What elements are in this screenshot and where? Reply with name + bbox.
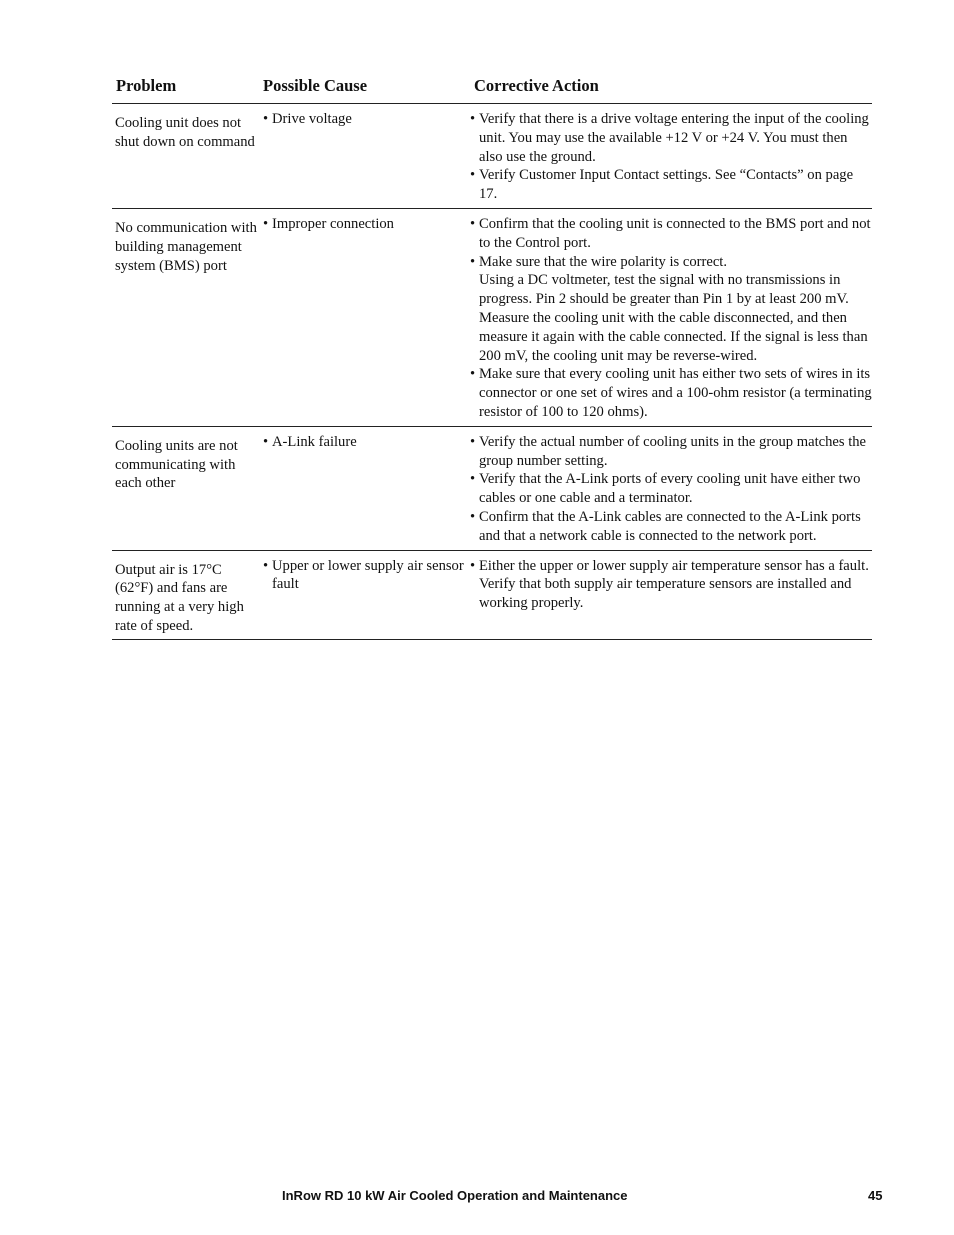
- action-cell: [468, 104, 872, 208]
- action-item: • Confirm that the A-Link cables are connected to the A-Link ports and that a network cable is connected to the network port.: [470, 508, 872, 546]
- troubleshooting-table: [112, 74, 872, 640]
- footer-title: InRow RD 10 kW Air Cooled Operation and Maintenance: [282, 1188, 628, 1203]
- table-row: [112, 104, 872, 209]
- problem-cell: No communication with building management system (BMS) port: [115, 219, 257, 274]
- problem-cell: Cooling unit does not shut down on command: [115, 115, 255, 150]
- cause-item: • A-Link failure: [263, 433, 468, 452]
- action-continuation: Using a DC voltmeter, test the signal with no transmissions in progress. Pin 2 should be greater than Pin 1 by at least 200 mV. Measure the cooling unit with the cable disconnected, and then measure it again with the cable connected. If the signal is less than 200 mV, the cooling unit may be reverse-wired.: [479, 272, 868, 364]
- cause-cell: [261, 104, 468, 208]
- header-problem: Problem: [116, 76, 177, 95]
- action-item: • Verify the actual number of cooling units in the group matches the group number setting.: [470, 433, 872, 471]
- cause-cell: [261, 209, 468, 426]
- action-item: • Make sure that every cooling unit has either two sets of wires in its connector or one set of wires and a 100-ohm resistor (a terminating resistor of 100 to 120 ohms).: [470, 365, 872, 421]
- table-header: [112, 74, 872, 104]
- action-cell: [468, 551, 872, 639]
- problem-cell: Cooling units are not communicating with each other: [115, 437, 238, 492]
- cause-item: • Improper connection: [263, 215, 468, 234]
- page-number: 45: [868, 1188, 883, 1203]
- action-item: • Verify Customer Input Contact settings. See “Contacts” on page 17.: [470, 166, 872, 204]
- action-cell: [468, 209, 872, 426]
- problem-cell: Output air is 17°C (62°F) and fans are running at a very high rate of speed.: [115, 561, 244, 634]
- header-corrective-action: Corrective Action: [474, 76, 599, 95]
- header-possible-cause: Possible Cause: [263, 76, 368, 95]
- table-row: [112, 551, 872, 640]
- action-item: • Verify that there is a drive voltage entering the input of the cooling unit. You may use the available +12 V or +24 V. You must then also use the ground.: [470, 110, 872, 166]
- action-item: • Make sure that the wire polarity is correct.: [470, 253, 872, 272]
- cause-item: • Upper or lower supply air sensor fault: [263, 557, 468, 595]
- action-cell: [468, 427, 872, 550]
- table-row: [112, 427, 872, 551]
- cause-cell: [261, 551, 468, 639]
- cause-cell: [261, 427, 468, 550]
- action-item: • Either the upper or lower supply air temperature sensor has a fault. Verify that both supply air temperature sensors are installed and working properly.: [470, 557, 872, 613]
- action-item: • Verify that the A-Link ports of every cooling unit have either two cables or one cable and a terminator.: [470, 470, 872, 508]
- cause-item: • Drive voltage: [263, 110, 468, 129]
- table-row: [112, 209, 872, 427]
- action-item: • Confirm that the cooling unit is connected to the BMS port and not to the Control port.: [470, 215, 872, 253]
